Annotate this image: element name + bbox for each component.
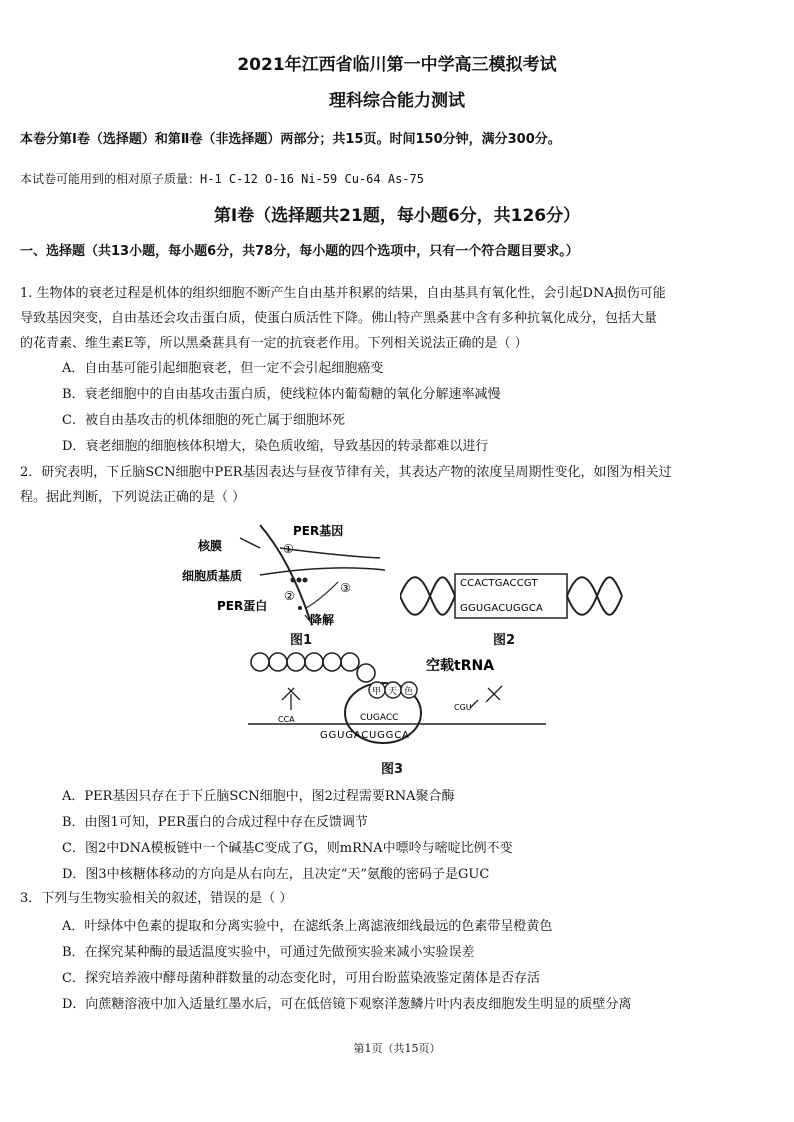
- fig1-protein-label: PER蛋白: [217, 599, 268, 613]
- fig1-nucleus-arc: [260, 525, 310, 620]
- fig2-bottom-sequence: GGUGACUGGCA: [460, 603, 544, 614]
- question-2-line-2: 程。据此判断，下列说法正确的是（ ）: [20, 490, 246, 505]
- fig3-empty-trna-label: 空载tRNA: [426, 658, 495, 674]
- fig1-ribosome-dot-2: [297, 578, 302, 583]
- fig1-cytoplasm-label: 细胞质基质: [182, 569, 243, 583]
- question-1-option-a: A．自由基可能引起细胞衰老，但一定不会引起细胞癌变: [62, 361, 384, 376]
- question-2-stem: [20, 460, 748, 510]
- question-2-option-b: B．由图1可知，PER蛋白的合成过程中存在反馈调节: [62, 815, 368, 830]
- figure-2-label: 图2: [493, 633, 516, 648]
- fig3-mrna-sequence: GGUGACUGGCA: [320, 730, 410, 741]
- fig1-ribosome-dot-1: [291, 578, 296, 583]
- fig3-codons: CUGACC: [360, 713, 399, 723]
- exam-subtitle: 理科综合能力测试: [329, 91, 465, 111]
- fig3-amino-acid-chain-2: [269, 653, 287, 671]
- fig1-gene-strand: [280, 548, 380, 558]
- figure-2-diagram: [400, 566, 625, 624]
- fig1-step-3: ③: [340, 581, 351, 595]
- fig2-helix-left-b: [400, 577, 455, 615]
- question-1-option-c: C．被自由基攻击的机体细胞的死亡属于细胞坏死: [62, 413, 345, 428]
- fig1-degrade-label: 降解: [310, 613, 335, 627]
- part1-title: 第Ⅰ卷（选择题共21题，每小题6分，共126分）: [213, 206, 581, 226]
- question-1-line-2: 导致基因突变，自由基还会攻击蛋白质，使蛋白质活性下降。佛山特产黑桑葚中含有多种抗氧化成分，包括大量: [20, 311, 658, 326]
- fig2-helix-right-a: [567, 577, 622, 615]
- fig3-right-trna: [470, 686, 502, 708]
- fig3-left-anticodon: CCA: [278, 715, 295, 724]
- fig3-aa-2: 天: [388, 687, 398, 697]
- question-1-option-d: D．衰老细胞的细胞核体积增大，染色质收缩，导致基因的转录都难以进行: [62, 439, 489, 454]
- question-3-line-1: 3．下列与生物实验相关的叙述，错误的是（ ）: [20, 891, 293, 906]
- question-2-option-c: C．图2中DNA模板链中一个碱基C变成了G，则mRNA中嘌呤与嘧啶比例不变: [62, 841, 513, 856]
- question-1-stem: [20, 281, 748, 356]
- fig1-protein-dot: [298, 606, 302, 610]
- question-2-line-1: 2．研究表明，下丘脑SCN细胞中PER基因表达与昼夜节律有关，其表达产物的浓度呈周期性变化，如图为相关过: [20, 465, 672, 480]
- fig1-step-2: ②: [284, 589, 295, 603]
- fig1-feedback-arrow: [306, 582, 338, 608]
- atomic-masses: 本试卷可能用到的相对原子质量：H-1 C-12 O-16 Ni-59 Cu-64 As-75: [20, 172, 424, 186]
- fig3-left-trna: [282, 688, 300, 710]
- question-3-option-b: B．在探究某种酶的最适温度实验中，可通过先做预实验来减小实验误差: [62, 945, 475, 960]
- figure-1-label: 图1: [290, 633, 313, 648]
- fig3-amino-acid-chain-4: [305, 653, 323, 671]
- fig1-gene-label: PER基因: [293, 524, 344, 538]
- section-title: 一、选择题（共13小题，每小题6分，共78分，每小题的四个选项中，只有一个符合题目要求。）: [20, 244, 579, 259]
- fig2-helix-left-a: [400, 577, 455, 615]
- figure-3-label: 图3: [381, 762, 404, 777]
- fig2-helix-right-b: [567, 577, 622, 615]
- fig3-aa-3: 色: [404, 687, 414, 697]
- fig3-amino-acid-chain-7: [357, 664, 375, 682]
- fig1-ribosome-dot-3: [303, 578, 308, 583]
- question-1-option-b: B．衰老细胞中的自由基攻击蛋白质，使线粒体内葡萄糖的氧化分解速率减慢: [62, 387, 501, 402]
- question-3-stem: [20, 886, 748, 911]
- question-2-option-a: A．PER基因只存在于下丘脑SCN细胞中，图2过程需要RNA聚合酶: [62, 789, 455, 804]
- fig1-mrna-strand: [260, 568, 385, 575]
- figure-3-diagram: [248, 648, 546, 746]
- exam-title: 2021年江西省临川第一中学高三模拟考试: [237, 55, 557, 75]
- question-3-option-c: C．探究培养液中酵母菌种群数量的动态变化时，可用台盼蓝染液鉴定菌体是否存活: [62, 971, 540, 986]
- fig3-amino-acid-chain-1: [251, 653, 269, 671]
- fig2-top-sequence: CCACTGACCGT: [460, 578, 538, 589]
- fig3-right-anticodon: CGU: [454, 703, 472, 712]
- exam-intro: 本卷分第Ⅰ卷（选择题）和第Ⅱ卷（非选择题）两部分；共15页。时间150分钟，满分300分。: [20, 132, 561, 147]
- fig1-step-1: ①: [283, 542, 294, 556]
- fig3-aa-1: 甲: [372, 687, 382, 697]
- fig1-membrane-pointer: [240, 538, 260, 548]
- question-2-option-d: D．图3中核糖体移动的方向是从右向左，且决定“天”氨酸的密码子是GUC: [62, 867, 490, 882]
- page-footer: 第1页（共15页）: [353, 1042, 441, 1055]
- fig3-amino-acid-chain-5: [323, 653, 341, 671]
- fig3-amino-acid-chain-6: [341, 653, 359, 671]
- question-3-option-d: D．向蔗糖溶液中加入适量红墨水后，可在低倍镜下观察洋葱鳞片叶内表皮细胞发生明显的质壁分离: [62, 997, 632, 1012]
- fig3-amino-acid-chain-3: [287, 653, 305, 671]
- question-3-option-a: A．叶绿体中色素的提取和分离实验中，在滤纸条上离滤液细线最远的色素带呈橙黄色: [62, 919, 553, 934]
- figure-1-diagram: [180, 520, 390, 645]
- fig1-membrane-label: 核膜: [198, 539, 223, 553]
- question-1-line-3: 的花青素、维生素E等，所以黑桑葚具有一定的抗衰老作用。下列相关说法正确的是（ ）: [20, 336, 528, 351]
- question-1-line-1: 1. 生物体的衰老过程是机体的组织细胞不断产生自由基并积累的结果，自由基具有氧化性，会引起DNA损伤可能: [20, 286, 666, 301]
